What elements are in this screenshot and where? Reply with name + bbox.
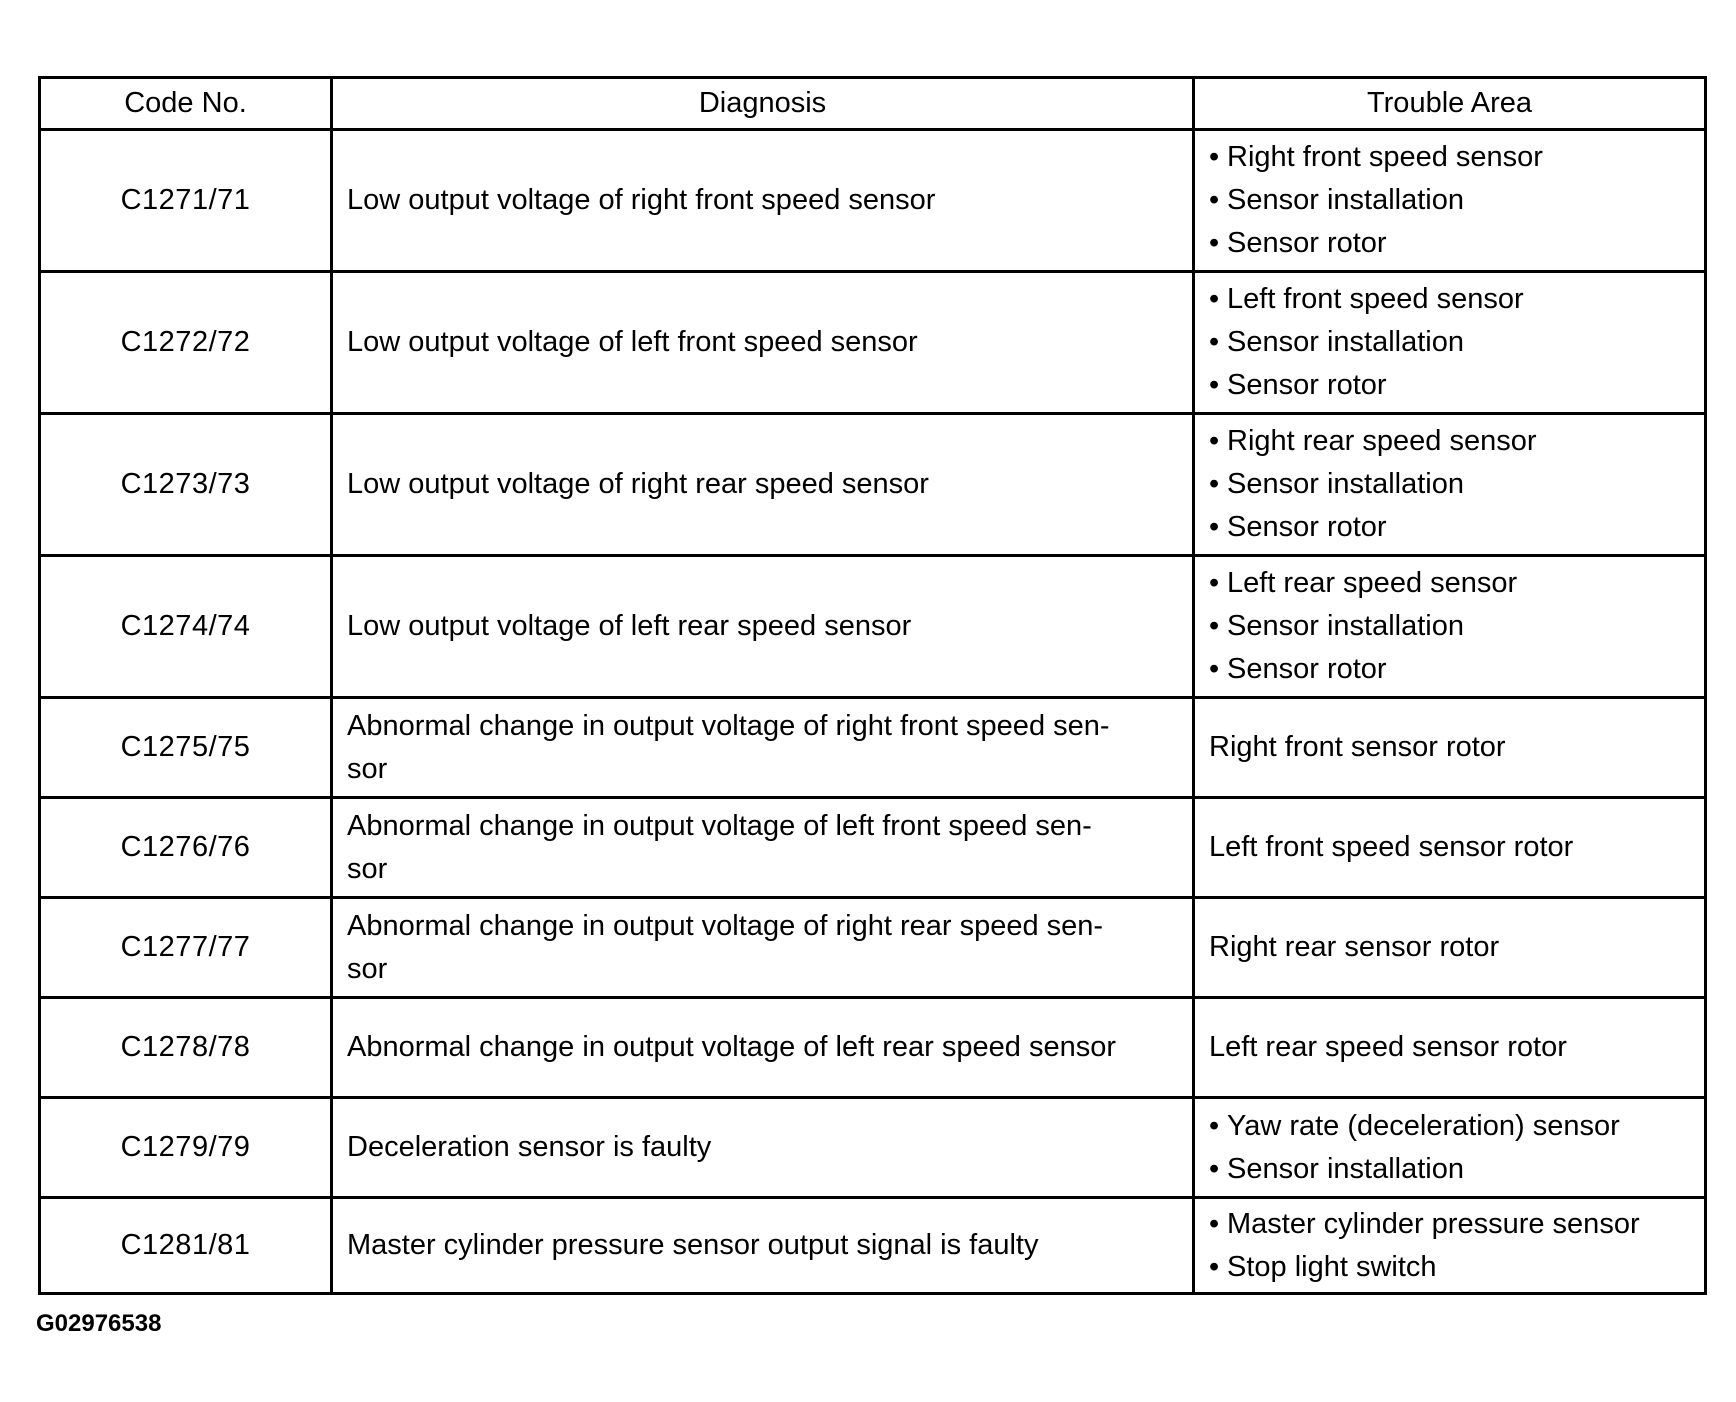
- diagnosis-cell: [332, 1098, 1194, 1198]
- diagnosis-cell: [332, 272, 1194, 414]
- table-row: [40, 414, 1706, 556]
- trouble-area-cell: [1194, 1198, 1706, 1294]
- trouble-area-item: [1209, 1203, 1696, 1246]
- diagnosis-line: Low output voltage of right rear speed sensor: [347, 468, 929, 500]
- trouble-area-cell: [1194, 414, 1706, 556]
- figure-id: G02976538: [36, 1310, 162, 1337]
- trouble-area-cell: [1194, 698, 1706, 798]
- diagnosis-line: Abnormal change in output voltage of right front speed sen-: [347, 709, 1110, 742]
- diagnosis-line: sor: [347, 852, 388, 885]
- trouble-area-text: Stop light switch: [1227, 1250, 1437, 1283]
- trouble-area-item: [1209, 136, 1696, 179]
- trouble-area-text: Master cylinder pressure sensor: [1227, 1207, 1640, 1240]
- diagnosis-line: Low output voltage of right front speed sensor: [347, 184, 936, 216]
- bullet-icon: •: [1209, 1109, 1220, 1142]
- code-cell: C1274/74: [40, 556, 332, 698]
- header-trouble-area: Trouble Area: [1194, 78, 1706, 130]
- table-row: [40, 998, 1706, 1098]
- table-row: [40, 1098, 1706, 1198]
- bullet-icon: •: [1209, 141, 1220, 173]
- diagnosis-line: Low output voltage of left rear speed sensor: [347, 610, 912, 642]
- code-cell: C1281/81: [40, 1198, 332, 1294]
- diagnosis-line: Abnormal change in output voltage of left front speed sen-: [347, 809, 1092, 842]
- trouble-area-list: [1209, 1105, 1696, 1191]
- trouble-area-list: [1209, 562, 1696, 691]
- trouble-area-text: Left front speed sensor rotor: [1209, 831, 1574, 863]
- trouble-area-text: Sensor installation: [1227, 184, 1464, 216]
- bullet-icon: •: [1209, 653, 1220, 685]
- table-body: [40, 130, 1706, 1294]
- code-cell: C1275/75: [40, 698, 332, 798]
- table-row: [40, 556, 1706, 698]
- header-code-no: Code No.: [40, 78, 332, 130]
- trouble-area-text: Sensor installation: [1227, 1152, 1464, 1185]
- trouble-area-list: [1209, 420, 1696, 549]
- bullet-icon: •: [1209, 511, 1220, 543]
- trouble-area-text: Right rear sensor rotor: [1209, 931, 1500, 963]
- trouble-area-text: Left rear speed sensor rotor: [1209, 1031, 1567, 1063]
- trouble-area-item: [1209, 648, 1696, 691]
- trouble-area-text: Left rear speed sensor: [1227, 567, 1518, 599]
- bullet-icon: •: [1209, 283, 1220, 315]
- bullet-icon: •: [1209, 326, 1220, 358]
- code-cell: C1277/77: [40, 898, 332, 998]
- trouble-area-cell: [1194, 272, 1706, 414]
- dtc-table: [38, 76, 1707, 1295]
- diagnosis-line: Abnormal change in output voltage of left rear speed sensor: [347, 1031, 1116, 1063]
- trouble-area-item: [1209, 1105, 1696, 1148]
- trouble-area-text: Right front speed sensor: [1227, 141, 1543, 173]
- trouble-area-cell: [1194, 1098, 1706, 1198]
- diagnosis-cell: [332, 998, 1194, 1098]
- trouble-area-item: [1209, 1148, 1696, 1191]
- trouble-area-cell: [1194, 556, 1706, 698]
- trouble-area-item: [1209, 1246, 1696, 1289]
- diagnosis-line: Abnormal change in output voltage of right rear speed sen-: [347, 909, 1104, 942]
- trouble-area-text: Sensor rotor: [1227, 511, 1387, 543]
- trouble-area-list: [1209, 136, 1696, 265]
- trouble-area-cell: [1194, 798, 1706, 898]
- diagnosis-line: Deceleration sensor is faulty: [347, 1131, 712, 1163]
- bullet-icon: •: [1209, 227, 1220, 259]
- trouble-area-item: [1209, 562, 1696, 605]
- bullet-icon: •: [1209, 1250, 1220, 1283]
- trouble-area-item: [1209, 321, 1696, 364]
- trouble-area-text: Sensor rotor: [1227, 227, 1387, 259]
- diagnosis-line: sor: [347, 952, 388, 985]
- trouble-area-item: [1209, 605, 1696, 648]
- bullet-icon: •: [1209, 369, 1220, 401]
- bullet-icon: •: [1209, 1207, 1220, 1240]
- diagnosis-cell: [332, 130, 1194, 272]
- diagnosis-line: sor: [347, 752, 388, 785]
- trouble-area-text: Sensor installation: [1227, 326, 1464, 358]
- trouble-area-item: [1209, 278, 1696, 321]
- code-cell: C1276/76: [40, 798, 332, 898]
- trouble-area-cell: [1194, 898, 1706, 998]
- trouble-area-text: Left front speed sensor: [1227, 283, 1524, 315]
- trouble-area-item: [1209, 222, 1696, 265]
- diagnosis-cell: [332, 556, 1194, 698]
- trouble-area-cell: [1194, 130, 1706, 272]
- trouble-area-list: [1209, 278, 1696, 407]
- table-header-row: [40, 78, 1706, 130]
- trouble-area-item: [1209, 364, 1696, 407]
- trouble-area-item: [1209, 420, 1696, 463]
- table-row: [40, 798, 1706, 898]
- table-row: [40, 698, 1706, 798]
- bullet-icon: •: [1209, 468, 1220, 500]
- table-row: [40, 898, 1706, 998]
- trouble-area-text: Sensor installation: [1227, 468, 1464, 500]
- bullet-icon: •: [1209, 425, 1220, 457]
- code-cell: C1273/73: [40, 414, 332, 556]
- bullet-icon: •: [1209, 567, 1220, 599]
- table-row: [40, 272, 1706, 414]
- diagnosis-cell: [332, 898, 1194, 998]
- trouble-area-item: [1209, 463, 1696, 506]
- code-cell: C1279/79: [40, 1098, 332, 1198]
- code-cell: C1278/78: [40, 998, 332, 1098]
- bullet-icon: •: [1209, 1152, 1220, 1185]
- table-row: [40, 130, 1706, 272]
- code-cell: C1272/72: [40, 272, 332, 414]
- trouble-area-text: Right rear speed sensor: [1227, 425, 1537, 457]
- table-row: [40, 1198, 1706, 1294]
- diagnosis-line: Master cylinder pressure sensor output signal is faulty: [347, 1229, 1039, 1261]
- diagnosis-cell: [332, 1198, 1194, 1294]
- trouble-area-text: Sensor installation: [1227, 610, 1464, 642]
- code-cell: C1271/71: [40, 130, 332, 272]
- bullet-icon: •: [1209, 184, 1220, 216]
- trouble-area-item: [1209, 179, 1696, 222]
- diagnosis-cell: [332, 798, 1194, 898]
- trouble-area-text: Yaw rate (deceleration) sensor: [1227, 1109, 1620, 1142]
- header-diagnosis: Diagnosis: [332, 78, 1194, 130]
- trouble-area-text: Sensor rotor: [1227, 653, 1387, 685]
- diagnosis-line: Low output voltage of left front speed sensor: [347, 326, 918, 358]
- trouble-area-text: Right front sensor rotor: [1209, 731, 1506, 763]
- diagnosis-cell: [332, 698, 1194, 798]
- trouble-area-list: [1209, 1203, 1696, 1289]
- diagnosis-cell: [332, 414, 1194, 556]
- trouble-area-item: [1209, 506, 1696, 549]
- bullet-icon: •: [1209, 610, 1220, 642]
- trouble-area-cell: [1194, 998, 1706, 1098]
- trouble-area-text: Sensor rotor: [1227, 369, 1387, 401]
